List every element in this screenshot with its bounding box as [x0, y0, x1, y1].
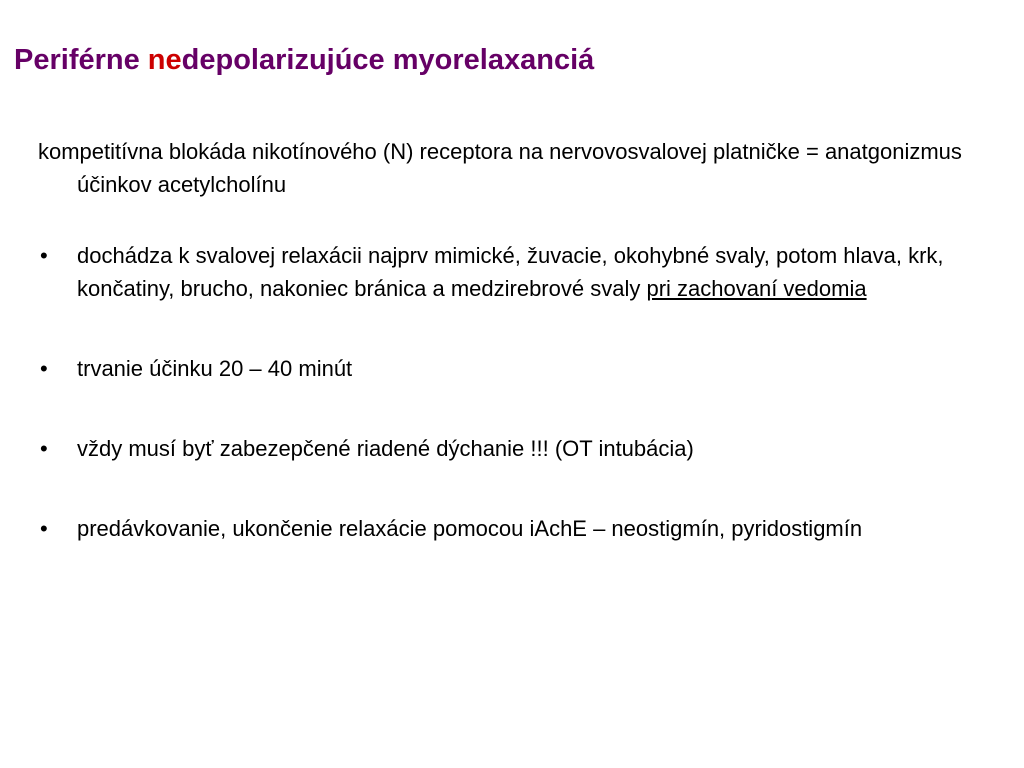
- bullet-text: vždy musí byť zabezepčené riadené dýchanie !!! (OT intubácia): [77, 436, 694, 461]
- title-highlight: ne: [147, 44, 182, 76]
- bullet-text: dochádza k svalovej relaxácii najprv mimické, žuvacie, okohybné svaly, potom hlava, krk, končatiny, brucho, nakoniec bránica a medzirebrové svaly: [77, 243, 944, 301]
- title-prefix: Periférne: [14, 44, 148, 76]
- bullet-icon: •: [40, 243, 48, 268]
- bullet-item-overdose: [38, 512, 998, 545]
- bullet-icon: •: [40, 516, 48, 541]
- intro-paragraph: kompetitívna blokáda nikotínového (N) receptora na nervovosvalovej platničke = anatgonizmus účinkov acetylcholínu: [38, 139, 962, 197]
- bullet-text: trvanie účinku 20 – 40 minút: [77, 356, 353, 381]
- bullet-icon: •: [40, 356, 48, 381]
- bullet-icon: •: [40, 436, 48, 461]
- bullet-item-ventilation: [38, 432, 998, 465]
- bullet-item-relaxation-order: [38, 239, 998, 305]
- slide-title: [14, 44, 594, 77]
- slide-content: [38, 135, 998, 545]
- bullet-underlined-text: pri zachovaní vedomia: [646, 276, 867, 301]
- title-suffix: depolarizujúce myorelaxanciá: [181, 44, 595, 76]
- bullet-item-duration: [38, 352, 998, 385]
- bullet-text: predávkovanie, ukončenie relaxácie pomocou iAchE – neostigmín, pyridostigmín: [77, 516, 863, 541]
